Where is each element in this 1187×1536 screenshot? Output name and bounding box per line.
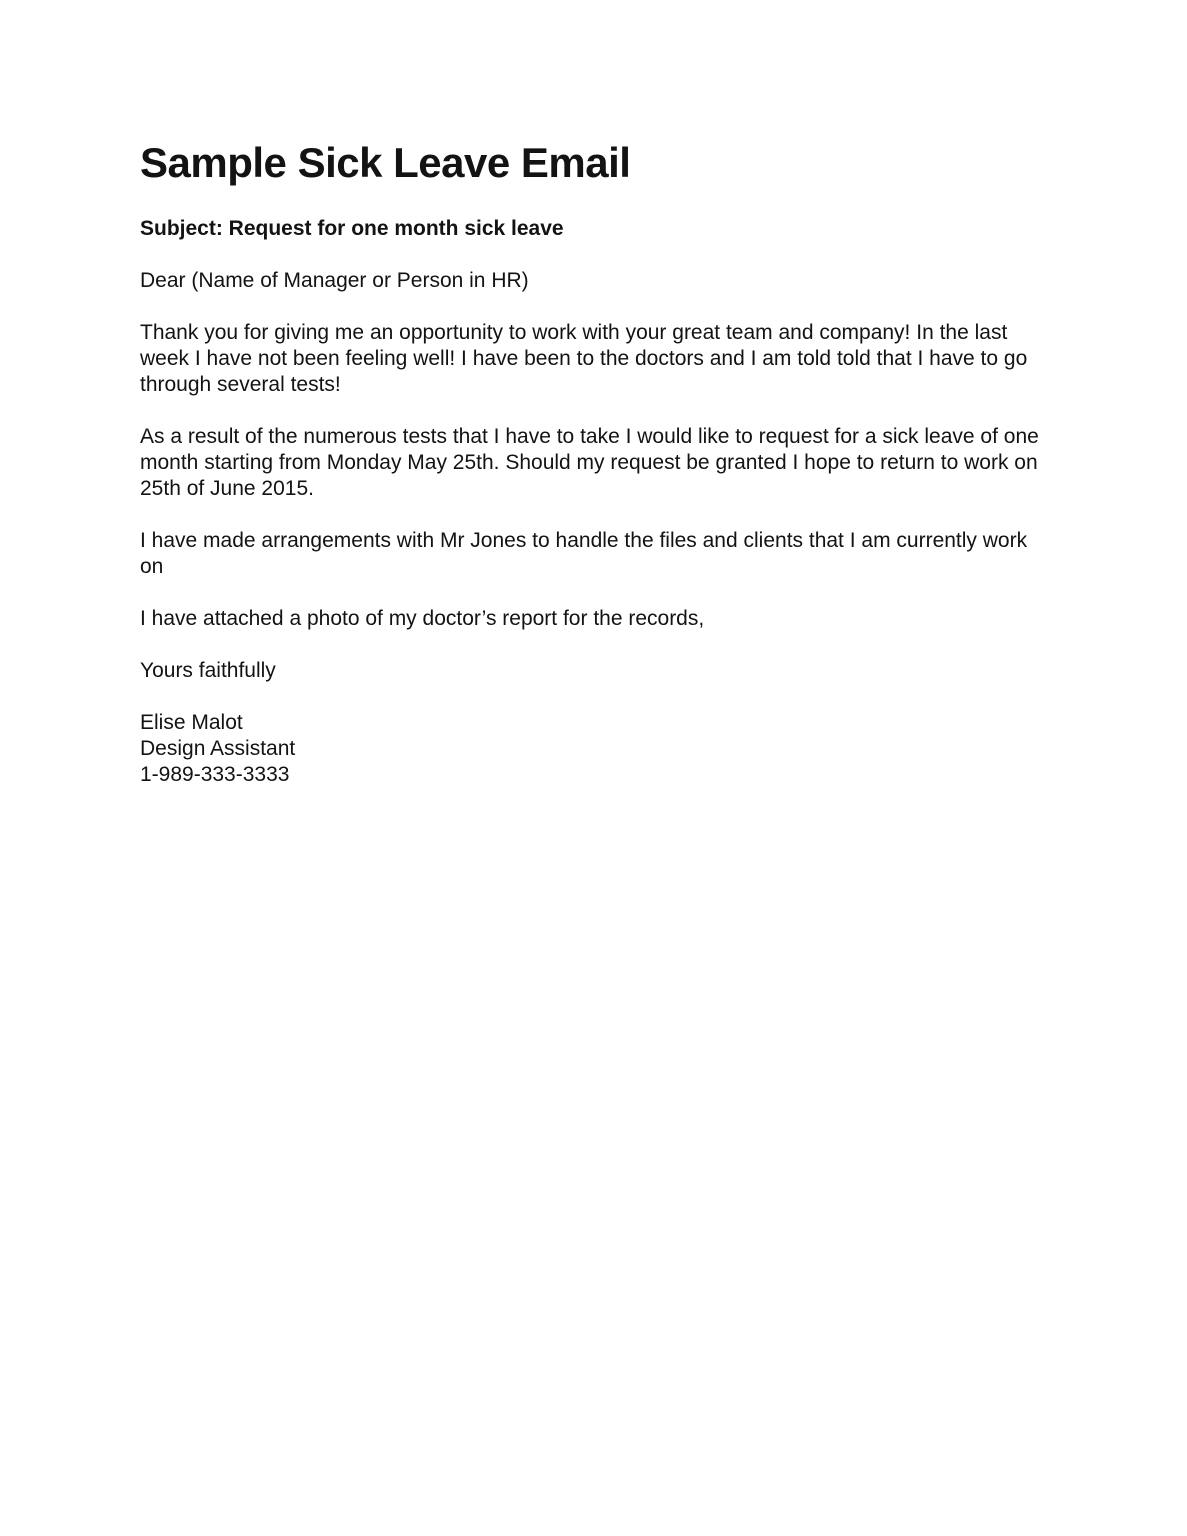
body-paragraph-thanks: Thank you for giving me an opportunity to work with your great team and company! In the last week I have not been feeling well! I have been to the doctors and I am told told that I have to go through several tests! [140,321,1028,396]
body-paragraph-arrangements: I have made arrangements with Mr Jones to handle the files and clients that I am currently work on [140,529,1028,578]
letter-body [140,216,1045,788]
subject-line: Subject: Request for one month sick leave [140,217,564,240]
salutation: Dear (Name of Manager or Person in HR) [140,269,529,292]
signature-name: Elise Malot [140,711,243,734]
body-paragraph-request: As a result of the numerous tests that I have to take I would like to request for a sick leave of one month starting from Monday May 25th. Should my request be granted I hope to return to work on 25th of June 2015. [140,425,1039,500]
signature-job-title: Design Assistant [140,737,296,760]
signature-block [140,710,1045,788]
closing: Yours faithfully [140,659,276,682]
document-title: Sample Sick Leave Email [140,139,631,186]
signature-phone: 1-989-333-3333 [140,763,290,786]
body-paragraph-attachment: I have attached a photo of my doctor’s report for the records, [140,607,705,630]
